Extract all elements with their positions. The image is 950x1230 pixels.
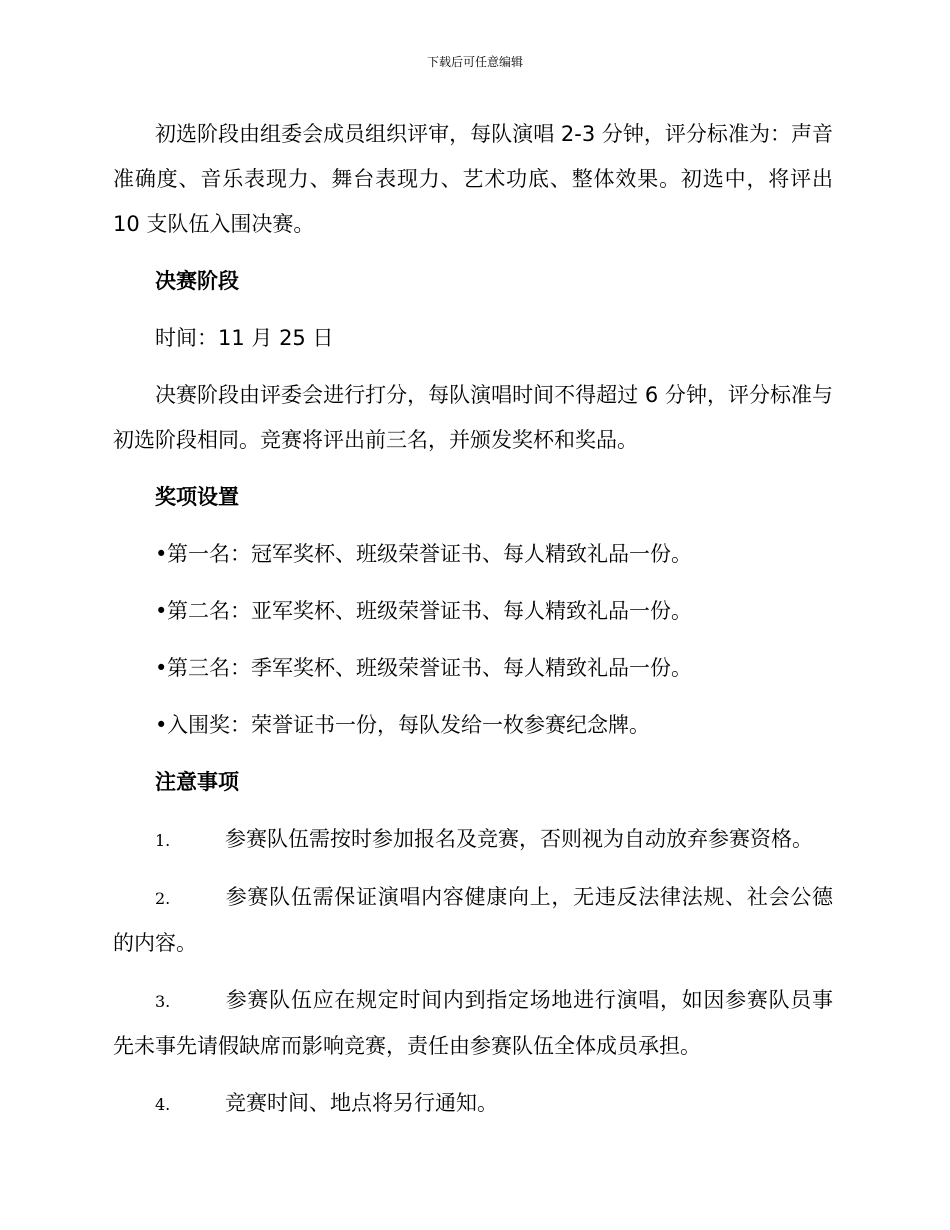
- award-item-third: [155, 646, 833, 691]
- note-text: 竞赛时间、地点将另行通知。: [225, 1091, 498, 1115]
- bullet-dot: •: [155, 599, 168, 623]
- award-item-finalist: [155, 703, 833, 748]
- award-item-second: [155, 589, 833, 634]
- award-item-text: 第一名：冠军奖杯、班级荣誉证书、每人精致礼品一份。: [167, 542, 692, 566]
- final-stage-time: 时间：11 月 25 日: [155, 326, 334, 350]
- award-item-text: 第二名：亚军奖杯、班级荣誉证书、每人精致礼品一份。: [167, 599, 692, 623]
- award-item-text: 第三名：季军奖杯、班级荣誉证书、每人精致礼品一份。: [167, 656, 692, 680]
- note-number: 1.: [155, 831, 171, 850]
- page-header: 下载后可任意编辑: [426, 55, 523, 69]
- bullet-dot: •: [155, 656, 168, 680]
- awards-heading: 奖项设置: [155, 485, 239, 509]
- note-text: 参赛队伍应在规定时间内到指定场地进行演唱，如因参赛队员事先未事先请假缺席而影响竞赛，责任由参赛队伍全体成员承担。: [113, 988, 833, 1058]
- note-item-2: [113, 875, 833, 966]
- bullet-dot: •: [155, 713, 168, 737]
- note-number: 4.: [155, 1095, 171, 1114]
- final-stage-paragraph: 决赛阶段由评委会进行打分，每队演唱时间不得超过 6 分钟，评分标准与初选阶段相同。竞赛将评出前三名，并颁发奖杯和奖品。: [113, 383, 833, 452]
- bullet-dot: •: [155, 542, 168, 566]
- final-stage-heading: 决赛阶段: [155, 269, 239, 293]
- award-item-first: [155, 532, 833, 577]
- preliminary-paragraph: 初选阶段由组委会成员组织评审，每队演唱 2-3 分钟，评分标准为：声音准确度、音乐表现力、舞台表现力、艺术功底、整体效果。初选中，将评出 10 支队伍入围决赛。: [113, 122, 833, 236]
- note-item-1: [113, 817, 833, 863]
- note-item-4: [113, 1081, 833, 1127]
- note-number: 2.: [155, 889, 171, 908]
- note-number: 3.: [155, 992, 171, 1011]
- note-item-3: [113, 978, 833, 1069]
- note-text: 参赛队伍需按时参加报名及竞赛，否则视为自动放弃参赛资格。: [225, 827, 813, 851]
- note-text: 参赛队伍需保证演唱内容健康向上，无违反法律法规、社会公德的内容。: [113, 885, 833, 955]
- document-body: [113, 112, 833, 1139]
- notes-heading: 注意事项: [155, 770, 239, 794]
- award-item-text: 入围奖：荣誉证书一份，每队发给一枚参赛纪念牌。: [167, 713, 650, 737]
